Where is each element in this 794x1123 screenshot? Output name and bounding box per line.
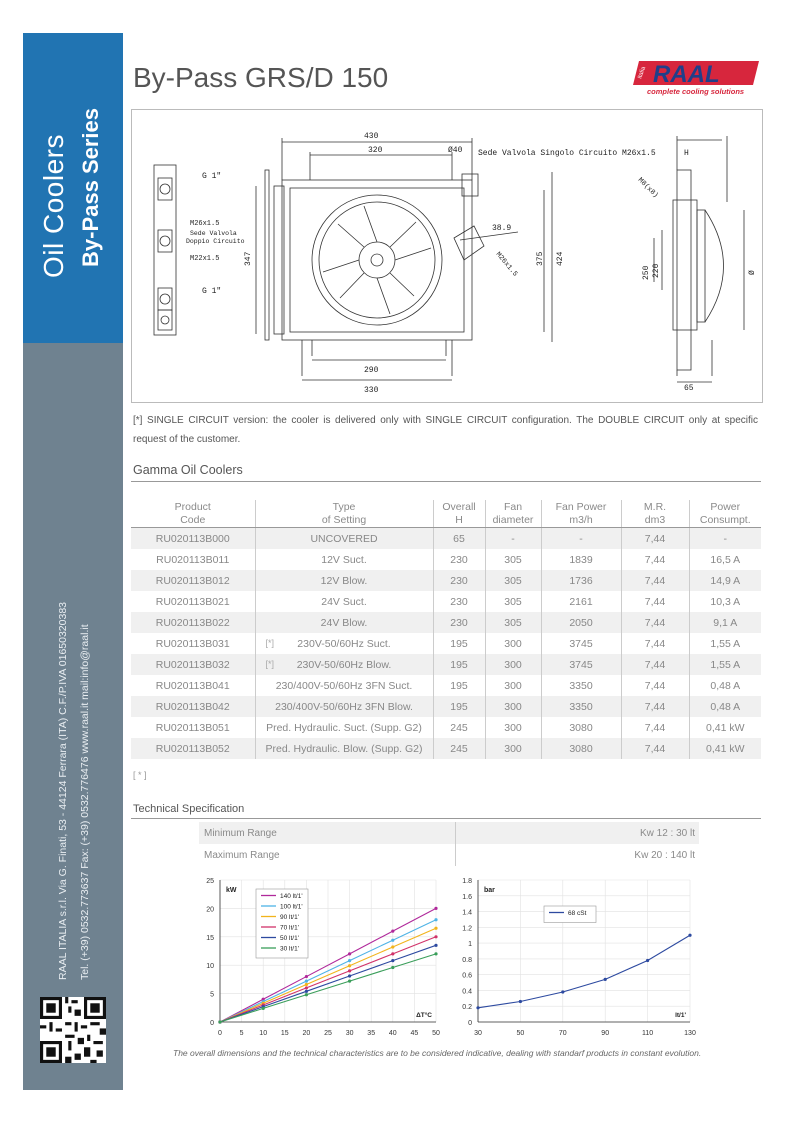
cell-type-text: Pred. Hydraulic. Blow. (Supp. G2) (265, 742, 423, 755)
data-point (348, 959, 351, 962)
cell-fan: 300 (485, 717, 541, 738)
svg-text:220: 220 (652, 263, 661, 278)
svg-text:290: 290 (364, 366, 379, 375)
svg-text:Ø: Ø (748, 270, 757, 275)
y-tick-label: 1.8 (462, 878, 472, 885)
x-tick-label: 40 (388, 1030, 397, 1037)
cell-cons: 1,55 A (689, 633, 761, 654)
data-point (561, 990, 564, 993)
column-header-line2: H (455, 514, 463, 526)
cell-code: RU020113B022 (155, 616, 230, 629)
footnote-marker: [*] (265, 658, 275, 669)
cell-power: 2161 (541, 591, 621, 612)
svg-text:M8(x8): M8(x8) (635, 176, 660, 200)
data-point (434, 918, 437, 921)
cell-h: 195 (433, 633, 485, 654)
cell-fan: 305 (485, 591, 541, 612)
svg-text:430: 430 (364, 132, 379, 141)
table-row (131, 570, 761, 591)
data-point (688, 934, 691, 937)
x-tick-label: 30 (345, 1030, 354, 1037)
x-tick-label: 15 (280, 1030, 289, 1037)
data-point (262, 1007, 265, 1010)
y-axis-label: kW (226, 887, 237, 894)
column-header (255, 500, 433, 528)
cell-mr: 7,44 (621, 612, 689, 633)
spec-row (199, 844, 699, 866)
svg-text:Ø40: Ø40 (448, 146, 463, 155)
table-row (131, 717, 761, 738)
cell-power: 3350 (541, 675, 621, 696)
disclaimer-caption: The overall dimensions and the technical characteristics are to be considered indicative, dealing with standarf products in constant evolution. (173, 1048, 702, 1058)
data-point (391, 930, 394, 933)
data-point (434, 952, 437, 955)
cell-cons: 0,48 A (689, 675, 761, 696)
column-header-line2: Consumpt. (699, 514, 751, 526)
data-point (391, 945, 394, 948)
column-header-line2: diameter (492, 514, 534, 526)
x-axis-label: lt/1' (675, 1012, 686, 1019)
y-tick-label: 1.6 (462, 893, 472, 901)
table-row (131, 738, 761, 759)
raal-logo (633, 55, 761, 97)
x-tick-label: 70 (558, 1030, 567, 1037)
svg-text:G 1": G 1" (202, 172, 222, 181)
company-address: RAAL ITALIA s.r.l. Via G. Finati, 53 - 44124 Ferrara (ITA) C.F./P.IVA 01650320383 (57, 602, 69, 980)
x-tick-label: 5 (239, 1030, 244, 1037)
cell-power: 1839 (541, 549, 621, 570)
data-point (305, 990, 308, 993)
cell-power: 3745 (541, 633, 621, 654)
x-tick-label: 45 (410, 1030, 419, 1037)
gamma-table-header (131, 500, 761, 528)
legend-entry: 90 lt/1' (280, 914, 299, 921)
svg-text:Sede Valvola: Sede Valvola (190, 230, 237, 237)
cell-mr: 7,44 (621, 528, 689, 549)
cell-code: RU020113B042 (155, 700, 230, 713)
single-circuit-note: [*] SINGLE CIRCUIT version: the cooler is delivered only with SINGLE CIRCUIT configuration. The DOUBLE CIRCUIT only at specific request of the customer. (133, 415, 758, 445)
cell-code: RU020113B000 (155, 532, 230, 545)
cell-code: RU020113B051 (155, 721, 230, 734)
column-header-line2: dm3 (644, 514, 666, 526)
spec-value: Kw 12 : 30 lt (639, 827, 695, 839)
cell-h: 230 (433, 591, 485, 612)
data-point (348, 964, 351, 967)
spec-value: Kw 20 : 140 lt (634, 849, 695, 861)
table-row (131, 675, 761, 696)
svg-text:M26x1.5: M26x1.5 (190, 220, 220, 228)
data-point (434, 927, 437, 930)
legend-entry: 70 lt/1' (280, 924, 299, 932)
cell-h: 195 (433, 696, 485, 717)
svg-text:H: H (684, 149, 689, 158)
svg-text:italia: italia (637, 66, 648, 80)
cell-code: RU020113B032 (155, 658, 230, 671)
data-point (646, 959, 649, 962)
cell-power: 3080 (541, 717, 621, 738)
legend-entry: 68 cSt (568, 910, 587, 917)
cell-fan: 300 (485, 696, 541, 717)
y-tick-label: 0.8 (462, 956, 472, 964)
data-point (391, 939, 394, 942)
chart-legend (256, 889, 308, 958)
svg-text:424: 424 (556, 251, 565, 266)
svg-text:38.9: 38.9 (492, 224, 512, 233)
gamma-section-title: Gamma Oil Coolers (133, 463, 243, 477)
data-point (476, 1006, 479, 1009)
y-axis-label: bar (484, 887, 495, 894)
svg-text:65: 65 (684, 384, 694, 393)
data-point (434, 935, 437, 938)
cell-h: 65 (433, 528, 485, 549)
y-tick-label: 1 (468, 941, 472, 949)
column-header-line1: Power (710, 501, 741, 513)
cell-type-text: UNCOVERED (310, 532, 378, 545)
column-header-line1: Product (174, 501, 211, 513)
legend-entry: 50 lt/1' (280, 935, 299, 942)
column-header (433, 500, 485, 528)
cell-type-text: 12V Suct. (321, 553, 367, 566)
column-header (485, 500, 541, 528)
cell-cons: 0,41 kW (689, 738, 761, 759)
cell-code: RU020113B012 (155, 574, 230, 587)
cell-type (255, 528, 433, 549)
cell-type-text: Pred. Hydraulic. Suct. (Supp. G2) (266, 721, 422, 734)
cell-type (255, 717, 433, 738)
x-tick-label: 10 (259, 1030, 268, 1037)
gamma-section-rule (131, 481, 761, 482)
svg-text:347: 347 (244, 251, 253, 266)
cell-mr: 7,44 (621, 633, 689, 654)
cell-h: 230 (433, 570, 485, 591)
x-tick-label: 35 (367, 1030, 376, 1037)
qr-code-icon (40, 997, 106, 1063)
data-point (305, 993, 308, 996)
gamma-table (131, 500, 761, 759)
cell-code: RU020113B011 (156, 553, 230, 566)
cell-mr: 7,44 (621, 570, 689, 591)
cell-mr: 7,44 (621, 696, 689, 717)
footnote-marker: [*] (265, 637, 275, 648)
svg-text:complete cooling solutions: complete cooling solutions (647, 87, 745, 96)
column-header (131, 500, 255, 528)
spec-label: Minimum Range (199, 822, 456, 844)
kw-deltat-chart (190, 872, 450, 1042)
cell-h: 245 (433, 717, 485, 738)
x-tick-label: 0 (218, 1030, 222, 1037)
cell-type (255, 738, 433, 759)
spec-label: Maximum Range (199, 844, 456, 866)
y-tick-label: 10 (206, 963, 214, 971)
table-row (131, 591, 761, 612)
sidebar-bottom-band (23, 343, 123, 1090)
svg-text:330: 330 (364, 386, 379, 395)
cell-h: 195 (433, 675, 485, 696)
y-tick-label: 0 (468, 1020, 472, 1027)
data-point (391, 952, 394, 955)
x-tick-label: 50 (432, 1030, 440, 1037)
svg-text:Doppio Circuito: Doppio Circuito (186, 238, 245, 245)
cell-fan: 300 (485, 738, 541, 759)
cell-mr: 7,44 (621, 675, 689, 696)
y-tick-label: 0.6 (462, 972, 472, 980)
cell-mr: 7,44 (621, 591, 689, 612)
column-header-line2: Code (180, 514, 206, 526)
x-axis-label: ΔT°C (416, 1012, 432, 1019)
y-tick-label: 15 (206, 934, 214, 942)
y-tick-label: 5 (210, 991, 214, 999)
cell-type-text: 230/400V-50/60Hz 3FN Suct. (275, 679, 413, 692)
tech-section-title: Technical Specification (133, 803, 245, 815)
svg-text:Sede Valvola Singolo Circuito: Sede Valvola Singolo Circuito M26x1.5 (478, 149, 656, 158)
x-tick-label: 130 (684, 1030, 696, 1037)
tech-spec-table (199, 822, 699, 866)
cell-code: RU020113B052 (155, 742, 230, 755)
cell-mr: 7,44 (621, 717, 689, 738)
cell-type (255, 591, 433, 612)
cell-type-text: 12V Blow. (320, 574, 368, 587)
table-row (131, 612, 761, 633)
cell-code: RU020113B021 (155, 595, 230, 608)
gamma-table-body (131, 528, 761, 759)
cell-cons: 14,9 A (689, 570, 761, 591)
cell-cons: - (689, 528, 761, 549)
cell-fan: 300 (485, 633, 541, 654)
pressure-drop-chart (450, 872, 700, 1042)
data-point (305, 986, 308, 989)
cell-type (255, 696, 433, 717)
gamma-header-rule (131, 527, 761, 528)
cell-cons: 1,55 A (689, 654, 761, 675)
column-header-line1: M.R. (643, 501, 667, 513)
table-row (131, 696, 761, 717)
data-point (519, 1000, 522, 1003)
page-title: By-Pass GRS/D 150 (133, 62, 389, 93)
x-tick-label: 25 (324, 1030, 332, 1037)
column-header-line1: Fan Power (555, 501, 607, 513)
company-contacts: Tel. (+39) 0532.773637 Fax: (+39) 0532.776476 www.raal.it mail:info@raal.it (79, 624, 91, 980)
column-header (621, 500, 689, 528)
table-row (131, 528, 761, 549)
svg-text:M26x1.5: M26x1.5 (493, 250, 519, 279)
table-row (131, 633, 761, 654)
column-header-line2: m3/h (569, 514, 593, 526)
x-tick-label: 110 (642, 1030, 654, 1037)
data-point (434, 907, 437, 910)
svg-text:M22x1.5: M22x1.5 (190, 255, 220, 263)
cell-h: 230 (433, 549, 485, 570)
data-point (604, 978, 607, 981)
y-tick-label: 1.4 (462, 909, 472, 917)
y-tick-label: 1.2 (462, 925, 472, 933)
cell-type-text: 230V-50/60Hz Blow. (296, 658, 392, 671)
x-tick-label: 20 (302, 1030, 311, 1037)
cell-cons: 0,48 A (689, 696, 761, 717)
technical-drawing (132, 110, 762, 402)
data-point (218, 1020, 221, 1023)
column-header-line1: Fan (503, 501, 523, 513)
cell-power: - (541, 528, 621, 549)
cell-cons: 16,5 A (689, 549, 761, 570)
column-header-line2: of Setting (321, 514, 367, 526)
cell-code: RU020113B041 (155, 679, 230, 692)
cell-cons: 9,1 A (689, 612, 761, 633)
svg-text:375: 375 (536, 251, 545, 266)
cell-type (255, 612, 433, 633)
cell-type-text: 24V Suct. (321, 595, 367, 608)
sidebar-subtitle: By-Pass Series (78, 108, 103, 267)
svg-text:320: 320 (368, 146, 383, 155)
data-point (434, 944, 437, 947)
column-header-line1: Overall (442, 501, 476, 513)
cell-power: 1736 (541, 570, 621, 591)
cell-mr: 7,44 (621, 549, 689, 570)
cell-code: RU020113B031 (155, 637, 230, 650)
cell-fan: 305 (485, 570, 541, 591)
data-point (348, 980, 351, 983)
cell-type-text: 24V Blow. (320, 616, 368, 629)
cell-power: 3080 (541, 738, 621, 759)
cell-power: 3350 (541, 696, 621, 717)
table-footnote: [ * ] (133, 770, 147, 780)
data-point (305, 980, 308, 983)
cell-type (255, 654, 433, 675)
data-point (391, 966, 394, 969)
data-point (391, 959, 394, 962)
cell-type (255, 675, 433, 696)
table-row (131, 549, 761, 570)
column-header-line1: Type (332, 501, 356, 513)
cell-type (255, 633, 433, 654)
cell-fan: 300 (485, 675, 541, 696)
sidebar-title: Oil Coolers (38, 134, 69, 278)
cell-cons: 10,3 A (689, 591, 761, 612)
cell-mr: 7,44 (621, 738, 689, 759)
cell-h: 230 (433, 612, 485, 633)
cell-h: 195 (433, 654, 485, 675)
legend-entry: 100 lt/1' (280, 903, 303, 911)
y-tick-label: 0.2 (462, 1004, 472, 1012)
cell-type-text: 230/400V-50/60Hz 3FN Blow. (275, 700, 413, 713)
cell-power: 2050 (541, 612, 621, 633)
cell-fan: 305 (485, 612, 541, 633)
cell-mr: 7,44 (621, 654, 689, 675)
column-header (689, 500, 761, 528)
data-point (305, 983, 308, 986)
cell-type (255, 549, 433, 570)
cell-h: 245 (433, 738, 485, 759)
spec-row (199, 822, 699, 844)
tech-section-rule (131, 818, 761, 819)
series-line (478, 935, 690, 1008)
data-point (305, 975, 308, 978)
technical-drawing-frame (131, 109, 763, 403)
x-tick-label: 90 (601, 1030, 610, 1037)
legend-entry: 140 lt/1' (280, 893, 303, 900)
x-tick-label: 30 (474, 1030, 482, 1037)
cell-fan: - (485, 528, 541, 549)
svg-text:G 1": G 1" (202, 287, 222, 296)
cell-cons: 0,41 kW (689, 717, 761, 738)
legend-entry: 30 lt/1' (280, 945, 299, 953)
cell-fan: 305 (485, 549, 541, 570)
data-point (348, 969, 351, 972)
data-point (348, 952, 351, 955)
y-tick-label: 0 (210, 1020, 214, 1027)
y-tick-label: 20 (206, 906, 214, 914)
cell-type (255, 570, 433, 591)
x-tick-label: 50 (516, 1030, 525, 1037)
svg-text:250: 250 (642, 265, 651, 280)
table-row (131, 654, 761, 675)
chart-legend (544, 906, 596, 923)
cell-type-text: 230V-50/60Hz Suct. (297, 637, 391, 650)
cell-fan: 300 (485, 654, 541, 675)
y-tick-label: 0.4 (462, 988, 472, 996)
svg-text:RAAL: RAAL (653, 61, 720, 88)
cell-power: 3745 (541, 654, 621, 675)
column-header (541, 500, 621, 528)
y-tick-label: 25 (206, 878, 214, 885)
data-point (348, 974, 351, 977)
